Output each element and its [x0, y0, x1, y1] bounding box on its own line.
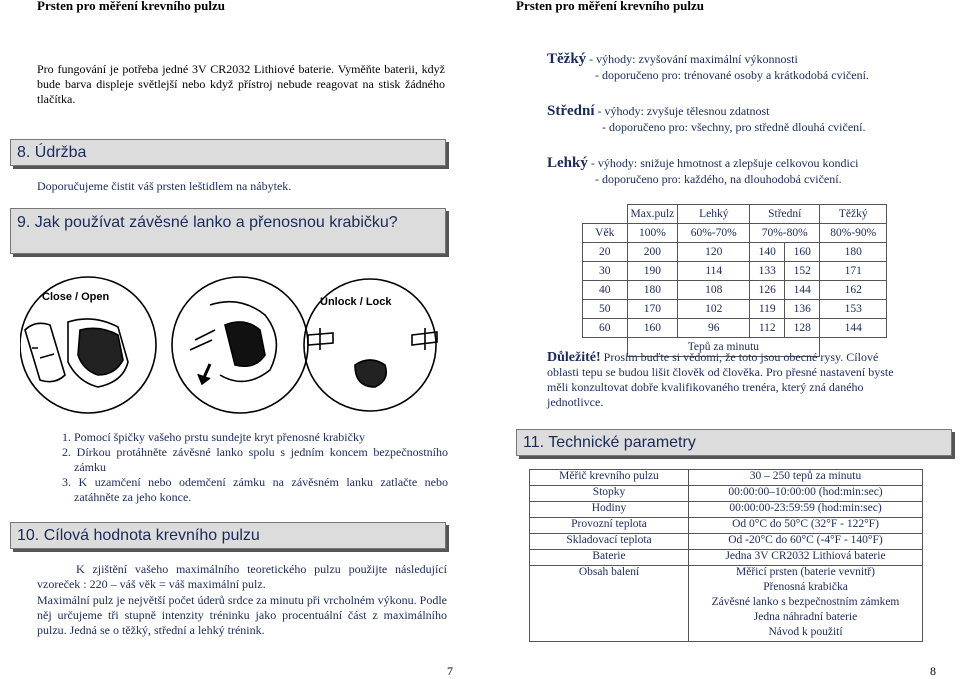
- section-10-paragraph-1: K zjištění vašeho maximálního teoretického pulzu použijte následující vzoreček : 220 – váš věk = váš maximální pulz.: [37, 562, 447, 591]
- step-3: 3. K uzamčení nebo odemčení zámku na závěsném lanku zatlačte nebo zatáhněte za jeho konce.: [62, 475, 448, 504]
- section-10-paragraph-2: Maximální pulz je největší počet úderů srdce za minutu při vrcholném výkonu. Podle něj určujeme tři stupně intenzity tréninku jako procentuální část z maximálního pulzu. Jedná se o těžký, střední a lehký trénink.: [37, 593, 447, 637]
- tech-value: Měřicí prsten (baterie vevnitř): [689, 566, 923, 582]
- level-medium-name: Střední: [547, 103, 595, 119]
- left-page-number: 7: [447, 664, 453, 678]
- unlock-lock-label: Unlock / Lock: [320, 296, 392, 308]
- tech-value: 00:00:00–10:00:00 (hod:min:sec): [689, 486, 923, 502]
- hr-cell: 200: [627, 243, 678, 262]
- level-light-name: Lehký: [547, 155, 588, 171]
- table-row: [530, 486, 923, 502]
- tech-label: Obsah balení: [530, 566, 689, 582]
- tech-value: Od 0°C do 50°C (32°F - 122°F): [689, 518, 923, 534]
- hr-cell: 190: [627, 262, 678, 281]
- hr-cell: 144: [785, 281, 820, 300]
- hr-cell: 170: [627, 300, 678, 319]
- hr-cell: 144: [820, 319, 887, 338]
- table-row: [583, 243, 887, 262]
- table-row: [583, 300, 887, 319]
- tech-value: 30 – 250 tepů za minutu: [689, 470, 923, 486]
- right-page-number: 8: [930, 664, 936, 678]
- tech-label: Stopky: [530, 486, 689, 502]
- tech-label: Měřič krevního pulzu: [530, 470, 689, 486]
- hr-cell: 108: [678, 281, 750, 300]
- hr-sub-60-70: 60%-70%: [678, 224, 750, 243]
- important-text: Prosím buďte si vědomi, že toto jsou obecné rysy. Cílové oblasti tepu se budou lišit člověk od člověka. Pro přesné nastavení byste měli konzultovat dobře kvalifikovaného trenéra, který zná daného jednotlivce.: [547, 350, 894, 409]
- level-medium: [547, 103, 865, 135]
- left-page-header: Prsten pro měření krevního pulzu: [37, 0, 226, 13]
- step-1: 1. Pomocí špičky vašeho prstu sundejte kryt přenosné krabičky: [62, 430, 365, 444]
- maintenance-text: Doporučujeme čistit váš prsten leštidlem na nábytek.: [37, 179, 292, 193]
- tech-label: Hodiny: [530, 502, 689, 518]
- hand-circle: [172, 277, 308, 413]
- hr-sub-70-80: 70%-80%: [750, 224, 820, 243]
- hr-cell: 40: [583, 281, 628, 300]
- tech-value: Jedna 3V CR2032 Lithiová baterie: [689, 550, 923, 566]
- close-open-label: Close / Open: [42, 291, 110, 303]
- tech-label: Provozní teplota: [530, 518, 689, 534]
- level-heavy-recommendation: - doporučeno pro: trénované osoby a krátkodobá cvičení.: [595, 68, 869, 82]
- level-light-benefit: - výhody: snižuje hmotnost a zlepšuje celkovou kondici: [587, 156, 859, 170]
- technical-parameters-table: [529, 469, 923, 642]
- heart-rate-table: [582, 204, 887, 357]
- level-heavy-name: Těžký: [547, 51, 587, 67]
- hr-cell: 160: [627, 319, 678, 338]
- lanyard-steps: [50, 430, 448, 505]
- tech-value: 00:00:00-23:59:59 (hod:min:sec): [689, 502, 923, 518]
- hr-cell: 128: [785, 319, 820, 338]
- table-row: [530, 550, 923, 566]
- hr-cell: 50: [583, 300, 628, 319]
- table-row: [530, 581, 923, 596]
- section-8-heading: 8. Údržba: [10, 139, 446, 166]
- hr-cell: 112: [750, 319, 785, 338]
- hr-cell: 136: [785, 300, 820, 319]
- package-item: Přenosná krabička: [689, 581, 923, 596]
- level-medium-recommendation: - doporučeno pro: všechny, pro středně dlouhá cvičení.: [602, 120, 866, 134]
- package-item: Návod k použití: [689, 626, 923, 642]
- important-note: [547, 350, 907, 410]
- hr-cell: 180: [627, 281, 678, 300]
- hr-header-medium: Střední: [750, 205, 820, 224]
- hr-footer: Tepů za minutu: [627, 338, 820, 357]
- package-item: Závěsné lanko s bezpečnostním zámkem: [689, 596, 923, 611]
- level-heavy: [547, 51, 869, 83]
- tech-value: Od -20°C do 60°C (-4°F - 140°F): [689, 534, 923, 550]
- table-row: [530, 470, 923, 486]
- hr-cell: 60: [583, 319, 628, 338]
- section-11-heading: 11. Technické parametry: [516, 429, 952, 456]
- hr-header-max: Max.pulz: [627, 205, 678, 224]
- right-page-header: Prsten pro měření krevního pulzu: [516, 0, 705, 13]
- hr-cell: 126: [750, 281, 785, 300]
- table-row: [530, 596, 923, 611]
- table-row: [530, 502, 923, 518]
- hr-cell: 96: [678, 319, 750, 338]
- hr-cell: 180: [820, 243, 887, 262]
- lanyard-illustration: [20, 270, 440, 420]
- package-item: Jedna náhradní baterie: [689, 611, 923, 626]
- hr-cell: 30: [583, 262, 628, 281]
- level-light-recommendation: - doporučeno pro: každého, na dlouhodobá cvičení.: [595, 172, 842, 186]
- hr-header-heavy: Těžký: [820, 205, 887, 224]
- hr-cell: 114: [678, 262, 750, 281]
- hr-cell: 140: [750, 243, 785, 262]
- level-light: [547, 155, 858, 187]
- hr-cell: 20: [583, 243, 628, 262]
- hr-cell: 152: [785, 262, 820, 281]
- table-row: [583, 281, 887, 300]
- important-label: Důležité!: [547, 350, 601, 365]
- level-medium-benefit: - výhody: zvyšuje tělesnou zdatnost: [594, 104, 770, 118]
- section-9-heading: 9. Jak používat závěsné lanko a přenosnou krabičku?: [10, 208, 446, 254]
- step-2: 2. Dírkou protáhněte závěsné lanko spolu s jedním koncem bezpečnostního zámku: [62, 445, 448, 474]
- hr-sub-80-90: 80%-90%: [820, 224, 887, 243]
- battery-paragraph: Pro fungování je potřeba jedné 3V CR2032 Lithiové baterie. Vyměňte baterii, když bude barva displeje světlejší nebo když přístroj nebude reagovat na stisk žádného tlačítka.: [37, 62, 445, 106]
- hr-cell: 171: [820, 262, 887, 281]
- table-row: [530, 626, 923, 642]
- hr-cell: 160: [785, 243, 820, 262]
- hr-cell: 162: [820, 281, 887, 300]
- hr-sub-100: 100%: [627, 224, 678, 243]
- hr-subheader-row: [583, 224, 887, 243]
- hr-cell: 153: [820, 300, 887, 319]
- table-row: [583, 262, 887, 281]
- level-heavy-benefit: - výhody: zvyšování maximální výkonnosti: [586, 52, 798, 66]
- hr-header-row: [583, 205, 887, 224]
- table-row: [583, 319, 887, 338]
- table-row: [530, 566, 923, 582]
- table-row: [530, 611, 923, 626]
- hr-header-light: Lehký: [678, 205, 750, 224]
- hr-sub-age: Věk: [583, 224, 628, 243]
- hr-cell: 133: [750, 262, 785, 281]
- hr-cell: 102: [678, 300, 750, 319]
- tech-label: Skladovací teplota: [530, 534, 689, 550]
- hr-cell: 120: [678, 243, 750, 262]
- table-row: [530, 518, 923, 534]
- tech-label: Baterie: [530, 550, 689, 566]
- section-10-heading: 10. Cílová hodnota krevního pulzu: [10, 522, 446, 549]
- table-row: [530, 534, 923, 550]
- hr-cell: 119: [750, 300, 785, 319]
